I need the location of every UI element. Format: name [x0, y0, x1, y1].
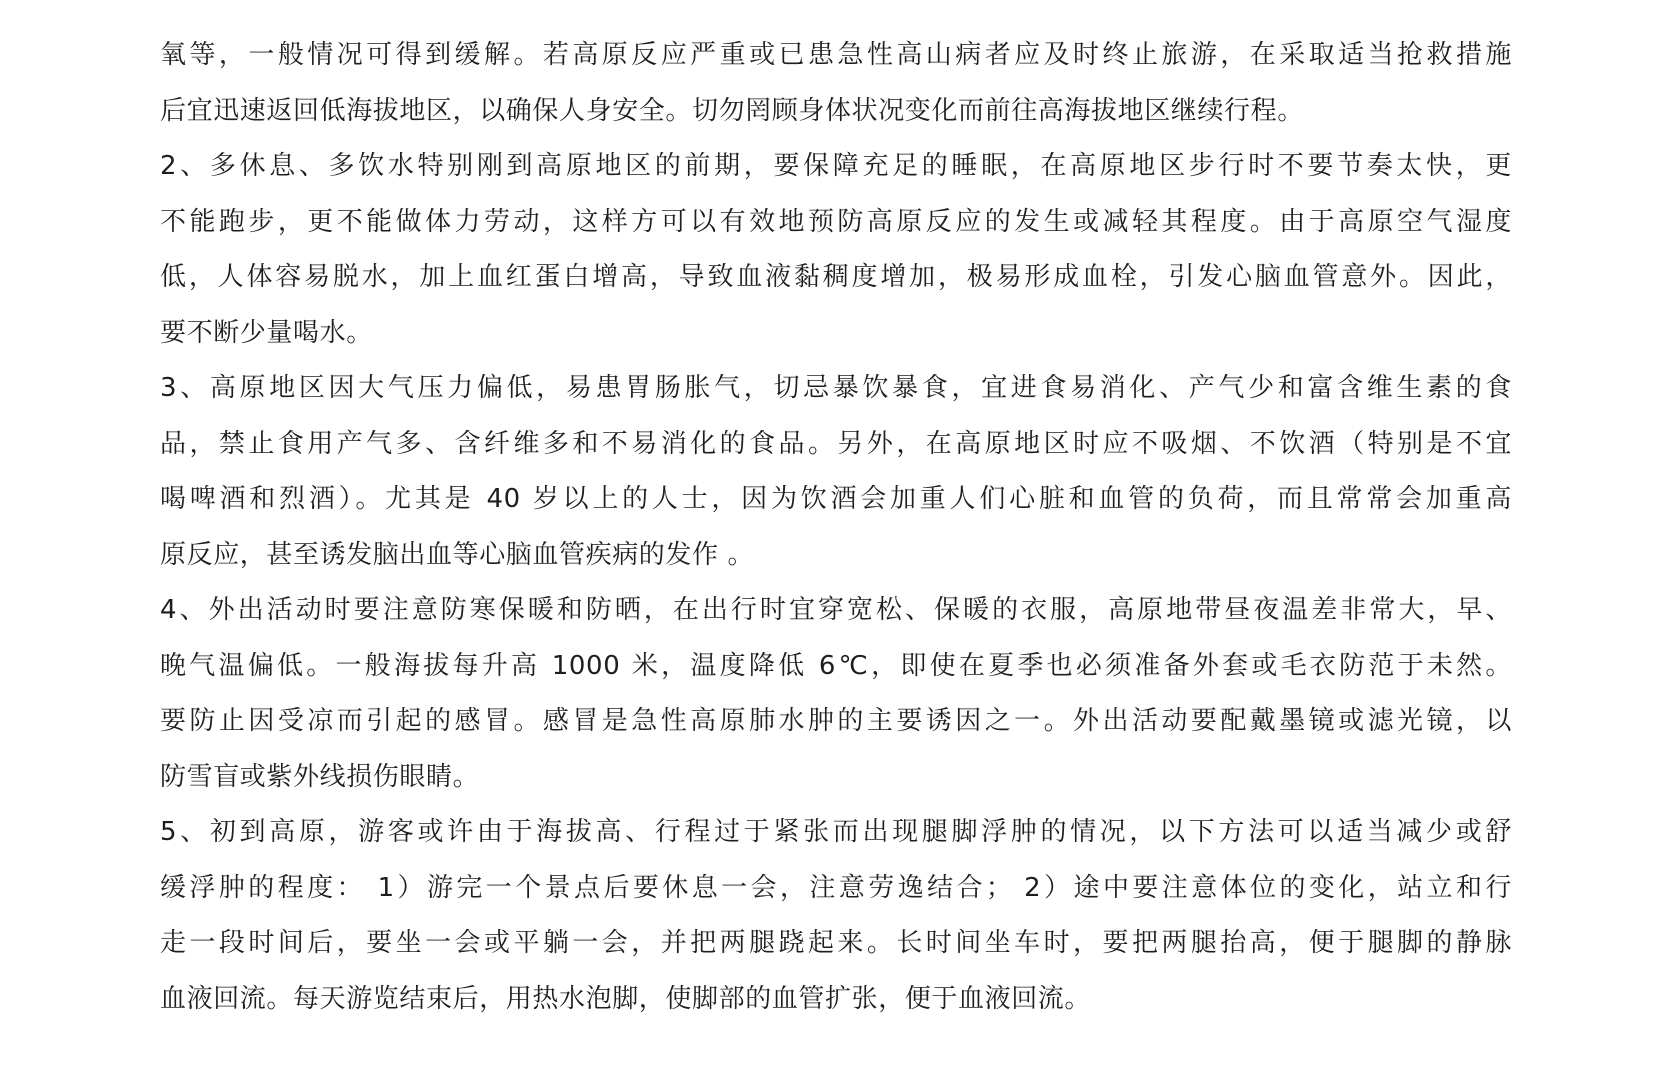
text-line: 不能跑步，更不能做体力劳动，这样方可以有效地预防高原反应的发生或减轻其程度。由于高原空气湿度 [160, 206, 1512, 237]
paragraph-continuation [160, 28, 1512, 139]
text-line: 品，禁止食用产气多、含纤维多和不易消化的食品。另外，在高原地区时应不吸烟、不饮酒（特别是不宜 [160, 428, 1512, 459]
paragraph-item-4 [160, 583, 1512, 805]
text-line: 防雪盲或紫外线损伤眼睛。 [160, 761, 480, 792]
text-line: 低，人体容易脱水，加上血红蛋白增高，导致血液黏稠度增加，极易形成血栓，引发心脑血管意外。因此， [160, 262, 1512, 292]
paragraph-item-2 [160, 139, 1512, 361]
document-body [160, 28, 1512, 1027]
text-line: 走一段时间后，要坐一会或平躺一会，并把两腿跷起来。长时间坐车时，要把两腿抬高，便于腿脚的静脉 [160, 928, 1512, 958]
text-line: 后宜迅速返回低海拔地区，以确保人身安全。切勿罔顾身体状况变化而前往高海拔地区继续行程。 [160, 95, 1304, 126]
text-line: 要防止因受凉而引起的感冒。感冒是急性高原肺水肿的主要诱因之一。外出活动要配戴墨镜或滤光镜，以 [160, 706, 1512, 736]
text-line: 喝啤酒和烈酒）。尤其是 40 岁以上的人士，因为饮酒会加重人们心脏和血管的负荷，而且常常会加重高 [160, 484, 1512, 514]
paragraph-item-5 [160, 805, 1512, 1027]
text-line: 要不断少量喝水。 [160, 317, 373, 348]
text-line: 晚气温偏低。一般海拔每升高 1000 米，温度降低 6℃，即使在夏季也必须准备外套或毛衣防范于未然。 [160, 650, 1512, 681]
text-line: 4、外出活动时要注意防寒保暖和防晒，在出行时宜穿宽松、保暖的衣服，高原地带昼夜温差非常大，早、 [160, 595, 1512, 625]
paragraph-item-3 [160, 361, 1512, 583]
text-line: 原反应，甚至诱发脑出血等心脑血管疾病的发作 。 [160, 539, 755, 570]
text-line: 血液回流。每天游览结束后，用热水泡脚，使脚部的血管扩张，便于血液回流。 [160, 983, 1092, 1014]
text-line: 缓浮肿的程度： 1）游完一个景点后要休息一会，注意劳逸结合； 2）途中要注意体位的变化，站立和行 [160, 872, 1512, 903]
text-line: 氧等，一般情况可得到缓解。若高原反应严重或已患急性高山病者应及时终止旅游，在采取适当抢救措施 [160, 40, 1512, 70]
text-line: 5、初到高原，游客或许由于海拔高、行程过于紧张而出现腿脚浮肿的情况，以下方法可以适当减少或舒 [160, 817, 1512, 847]
text-line: 2、多休息、多饮水特别刚到高原地区的前期，要保障充足的睡眠，在高原地区步行时不要节奏太快，更 [160, 151, 1512, 181]
text-line: 3、高原地区因大气压力偏低，易患胃肠胀气，切忌暴饮暴食，宜进食易消化、产气少和富含维生素的食 [160, 373, 1512, 403]
